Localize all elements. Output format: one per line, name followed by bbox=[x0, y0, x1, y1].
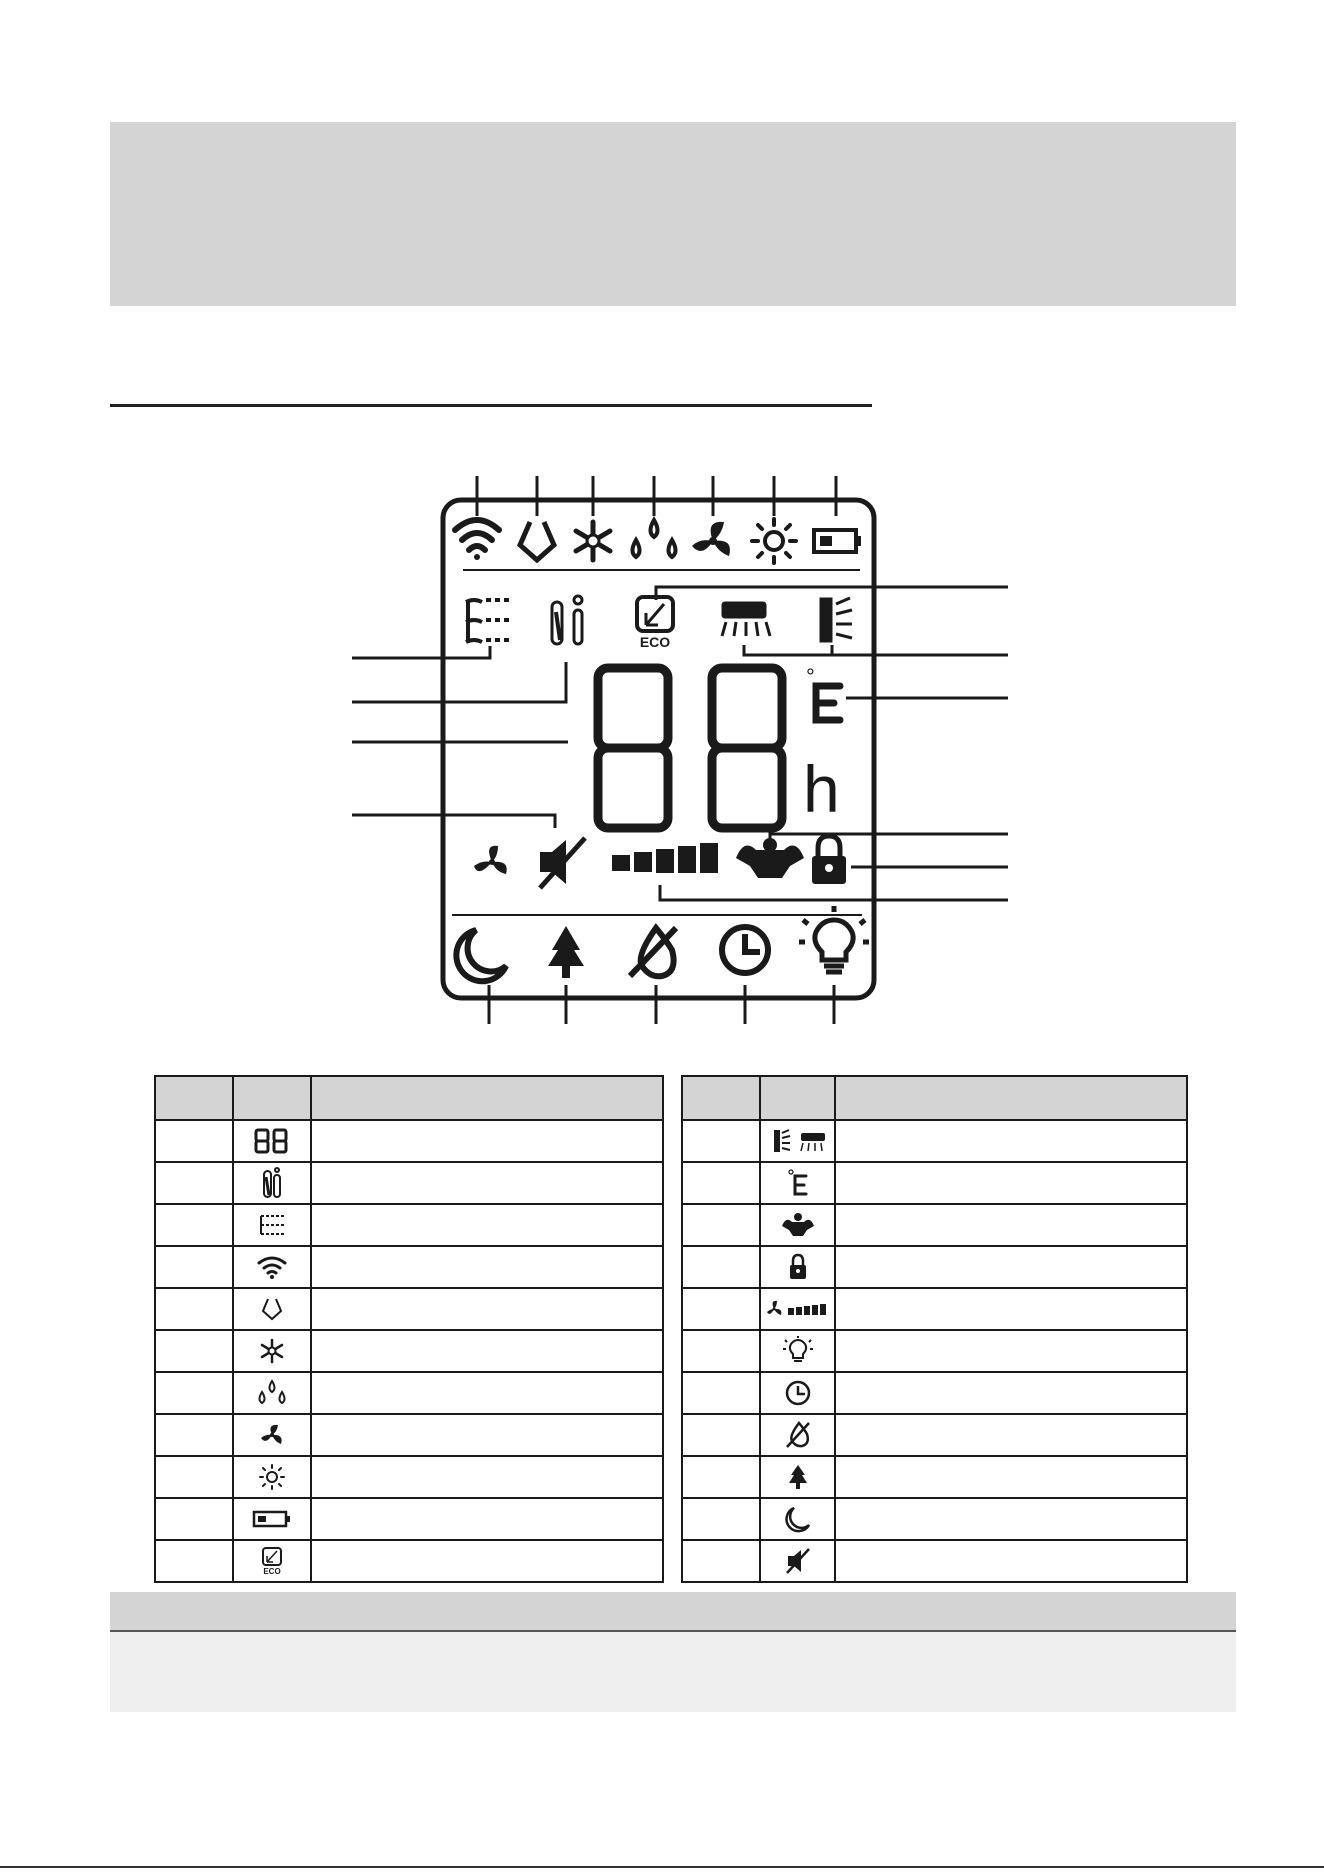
table-row bbox=[155, 1540, 663, 1582]
ac-unit-icon bbox=[722, 602, 770, 636]
svg-text:ECO: ECO bbox=[639, 634, 671, 650]
table-header-row bbox=[155, 1076, 663, 1120]
swing-lines-icon bbox=[466, 600, 512, 642]
turbo-icon bbox=[736, 838, 804, 878]
drops-icon bbox=[233, 1372, 311, 1414]
louver-icon bbox=[760, 1120, 835, 1162]
lock-icon bbox=[812, 836, 846, 884]
table-row bbox=[682, 1120, 1187, 1162]
snowflake-icon bbox=[233, 1330, 311, 1372]
fan-speed-icon bbox=[760, 1288, 835, 1330]
table-row bbox=[682, 1162, 1187, 1204]
thermometer-icon bbox=[233, 1162, 311, 1204]
mute-icon bbox=[540, 838, 585, 888]
fan-icon bbox=[692, 522, 730, 556]
seven-segment-digits bbox=[598, 668, 782, 828]
table-row bbox=[155, 1498, 663, 1540]
table-row bbox=[155, 1120, 663, 1162]
snowflake-icon bbox=[576, 522, 610, 560]
fan-speed-icon bbox=[612, 843, 718, 873]
table-row bbox=[155, 1372, 663, 1414]
sleep-moon-icon bbox=[760, 1498, 835, 1540]
wifi-icon bbox=[233, 1246, 311, 1288]
sun-icon bbox=[233, 1456, 311, 1498]
digit-display-icon bbox=[233, 1120, 311, 1162]
sun-icon bbox=[752, 519, 796, 563]
battery-icon bbox=[233, 1498, 311, 1540]
degree-symbol: ° bbox=[806, 664, 815, 689]
wifi-icon bbox=[455, 520, 499, 560]
table-row bbox=[682, 1498, 1187, 1540]
thermometer-icon bbox=[552, 596, 582, 644]
eco-leaf-icon bbox=[233, 1540, 311, 1582]
table-row bbox=[682, 1204, 1187, 1246]
fahrenheit-icon bbox=[760, 1162, 835, 1204]
lock-icon bbox=[760, 1246, 835, 1288]
table-row bbox=[682, 1330, 1187, 1372]
table-row bbox=[682, 1246, 1187, 1288]
sleep-moon-icon bbox=[456, 930, 506, 981]
tree-icon bbox=[548, 926, 584, 978]
turbo-icon bbox=[760, 1204, 835, 1246]
footer-bar bbox=[110, 1592, 1236, 1632]
table-row bbox=[155, 1204, 663, 1246]
table-row bbox=[155, 1456, 663, 1498]
light-bulb-icon bbox=[760, 1330, 835, 1372]
table-header-row bbox=[682, 1076, 1187, 1120]
table-row bbox=[682, 1414, 1187, 1456]
bottom-rule bbox=[0, 1866, 1324, 1868]
table-row bbox=[155, 1414, 663, 1456]
svg-text:ECO: ECO bbox=[263, 1567, 281, 1576]
louver-icon bbox=[820, 598, 852, 642]
table-row bbox=[682, 1540, 1187, 1582]
hour-unit: h bbox=[803, 752, 840, 826]
timer-icon bbox=[760, 1372, 835, 1414]
fan-small-icon bbox=[474, 846, 507, 874]
timer-icon bbox=[722, 927, 768, 973]
battery-icon bbox=[814, 530, 861, 552]
table-row bbox=[155, 1288, 663, 1330]
swing-lines-icon bbox=[233, 1204, 311, 1246]
table-row bbox=[682, 1288, 1187, 1330]
table-row bbox=[682, 1456, 1187, 1498]
footer-band bbox=[110, 1592, 1236, 1712]
legend-table-left bbox=[154, 1075, 664, 1583]
drops-icon bbox=[633, 520, 676, 557]
mute-icon bbox=[760, 1540, 835, 1582]
table-row bbox=[682, 1372, 1187, 1414]
no-dry-icon bbox=[630, 928, 676, 976]
auto-cycle-icon bbox=[233, 1288, 311, 1330]
fahrenheit-icon bbox=[816, 686, 840, 720]
auto-cycle-icon bbox=[520, 522, 554, 560]
table-row bbox=[155, 1162, 663, 1204]
fan-icon bbox=[233, 1414, 311, 1456]
no-dry-icon bbox=[760, 1414, 835, 1456]
tree-icon bbox=[760, 1456, 835, 1498]
table-row bbox=[155, 1246, 663, 1288]
legend-table-right bbox=[681, 1075, 1188, 1583]
table-row bbox=[155, 1330, 663, 1372]
eco-leaf-icon bbox=[637, 597, 673, 650]
